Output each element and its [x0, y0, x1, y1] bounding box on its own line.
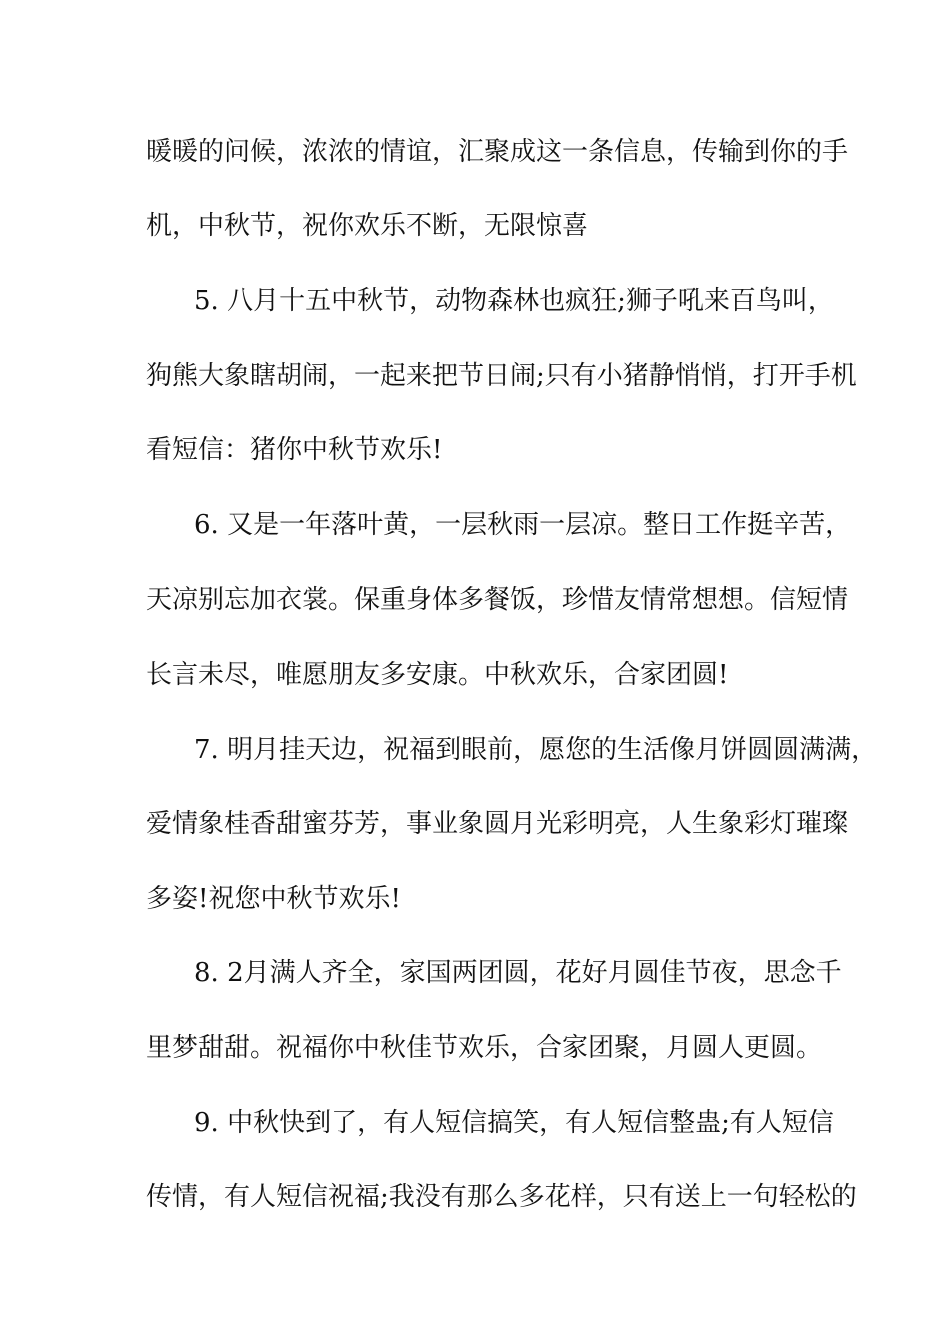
text-line: 9. 中秋快到了，有人短信搞笑，有人短信整蛊;有人短信 — [194, 1108, 834, 1138]
text-line: 爱情象桂香甜蜜芬芳，事业象圆月光彩明亮，人生象彩灯璀璨 — [146, 809, 849, 839]
text-line: 暖暖的问候，浓浓的情谊，汇聚成这一条信息，传输到你的手 — [146, 137, 849, 167]
text-line: 8. 2月满人齐全，家国两团圆，花好月圆佳节夜，思念千 — [194, 958, 842, 988]
text-line: 里梦甜甜。祝福你中秋佳节欢乐，合家团聚，月圆人更圆。 — [146, 1033, 823, 1063]
text-line: 7. 明月挂天边，祝福到眼前，愿您的生活像月饼圆圆满满， — [194, 735, 878, 765]
text-line: 看短信：猪你中秋节欢乐! — [146, 435, 443, 465]
text-line: 多姿!祝您中秋节欢乐! — [146, 884, 401, 914]
text-line: 传情，有人短信祝福;我没有那么多花样，只有送上一句轻松的 — [146, 1182, 857, 1212]
text-line: 5. 八月十五中秋节，动物森林也疯狂;狮子吼来百鸟叫， — [194, 286, 834, 316]
text-line: 长言未尽，唯愿朋友多安康。中秋欢乐，合家团圆! — [146, 660, 729, 690]
text-line: 6. 又是一年落叶黄，一层秋雨一层凉。整日工作挺辛苦， — [194, 510, 852, 540]
text-line: 机，中秋节，祝你欢乐不断，无限惊喜 — [146, 211, 589, 241]
text-line: 狗熊大象瞎胡闹，一起来把节日闹;只有小猪静悄悄，打开手机 — [146, 361, 857, 391]
text-line: 天凉别忘加衣裳。保重身体多餐饭，珍惜友情常想想。信短情 — [146, 585, 849, 615]
